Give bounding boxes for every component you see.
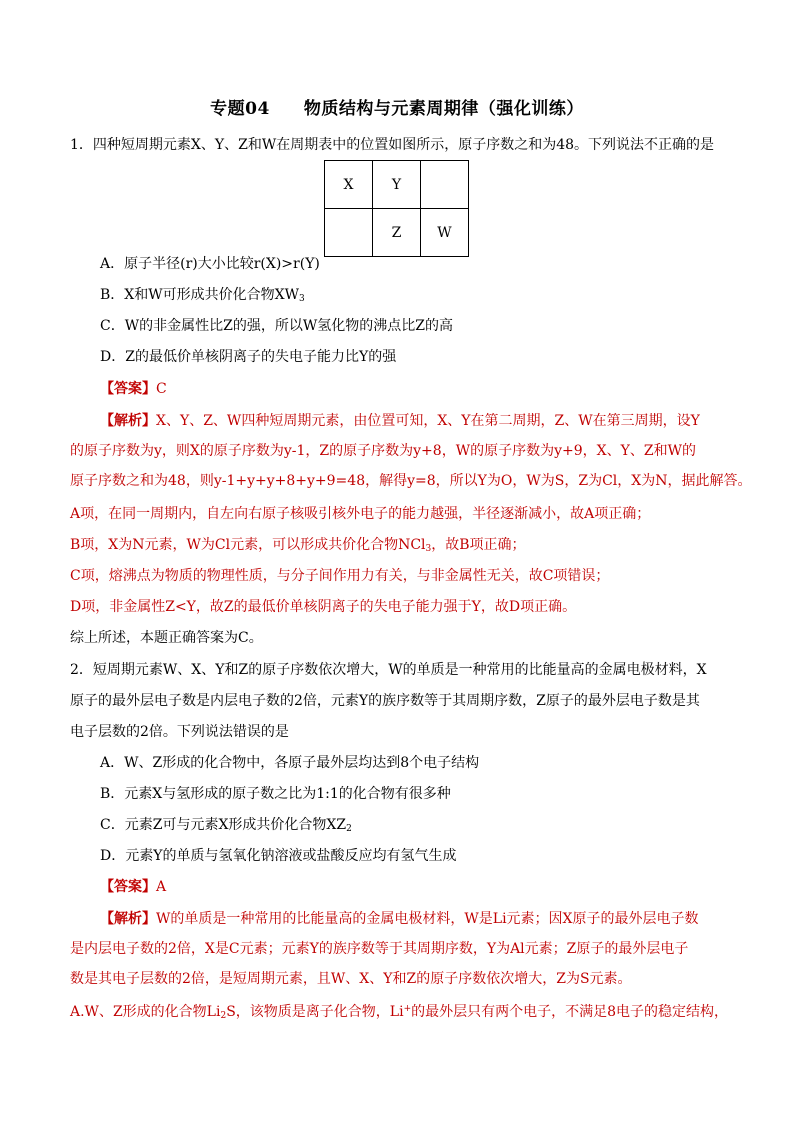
q2-item-a: A.W、Z形成的化合物$Li_2S$，该物质是离子化合物，Li+的最外层只有两个电子，不满足8电子的稳定结构，	[70, 1004, 729, 1021]
q2-analysis-line-3: 数是其电子层数的2倍，是短周期元素，且W、X、Y和Z的原子序数依次增大，Z为S元素。	[70, 971, 632, 987]
q1-analysis-line-3: 原子序数之和为48，则y-1+y+y+8+y+9=48，解得y=8，所以Y为O，W为S，Z为Cl，X为N，据此解答。	[70, 473, 752, 489]
table-row	[325, 161, 469, 209]
q1-option-d: D．Z的最低价单核阴离子的失电子能力比Y的强	[100, 349, 397, 365]
q2-option-d: D．元素Y的单质与氢氧化钠溶液或盐酸反应均有氢气生成	[100, 848, 457, 864]
table-row	[325, 209, 469, 257]
table-cell: Z	[373, 209, 421, 257]
q2-option-a: A．W、Z形成的化合物中，各原子最外层均达到8个电子结构	[100, 755, 480, 771]
title-topic-number: 专题04	[210, 99, 270, 119]
answer-tag: 【答案】	[100, 381, 156, 397]
q2-stem-line-3: 电子层数的2倍。下列说法错误的是	[70, 724, 289, 740]
page-title	[0, 94, 794, 119]
q1-option-b: B．X和W可形成共价化合物$XW_3$	[100, 287, 305, 304]
analysis-tag: 【解析】	[100, 413, 156, 429]
q1-summary: 综上所述，本题正确答案为C。	[70, 630, 263, 646]
q1-analysis-line-1: 【解析】X、Y、Z、W四种短周期元素，由位置可知，X、Y在第二周期，Z、W在第三周期，设Y	[100, 413, 700, 429]
answer-value: C	[156, 381, 167, 397]
q1-stem: 1．四种短周期元素X、Y、Z和W在周期表中的位置如图所示，原子序数之和为48。下列说法不正确的是	[70, 137, 715, 153]
q1-analysis-line-2: 的原子序数为y，则X的原子序数为y-1，Z的原子序数为y+8，W的原子序数为y+9，X、Y、Z和W的	[70, 443, 696, 459]
q1-option-a: A．原子半径(r)大小比较r(X)>r(Y)	[100, 256, 320, 272]
q1-item-d: D项，非金属性Z<Y，故Z的最低价单核阴离子的失电子能力强于Y，故D项正确。	[70, 599, 577, 615]
table-cell: Y	[373, 161, 421, 209]
q2-option-b: B．元素X与氢形成的原子数之比为1:1的化合物有很多种	[100, 786, 451, 802]
q1-item-c: C项，熔沸点为物质的物理性质，与分子间作用力有关，与非金属性无关，故C项错误；	[70, 568, 610, 584]
q2-answer	[100, 878, 166, 896]
table-cell	[421, 161, 469, 209]
table-cell: W	[421, 209, 469, 257]
q2-analysis-line-1: 【解析】W的单质是一种常用的比能量高的金属电极材料，W是Li元素；因X原子的最外层电子数	[100, 911, 699, 927]
q1-item-b: B项，X为N元素，W为Cl元素，可以形成共价化合物NCl$_3$，故B项正确；	[70, 537, 526, 554]
answer-value: A	[156, 879, 167, 895]
periodic-position-table	[324, 160, 469, 257]
analysis-tag: 【解析】	[100, 911, 156, 927]
q2-stem-line-2: 原子的最外层电子数是内层电子数的2倍，元素Y的族序数等于其周期序数，Z原子的最外层电子数是其	[70, 693, 700, 709]
title-topic-name: 物质结构与元素周期律（强化训练）	[303, 99, 584, 119]
q2-stem-line-1: 2．短周期元素W、X、Y和Z的原子序数依次增大，W的单质是一种常用的比能量高的金属电极材料，X	[70, 662, 707, 678]
q1-item-a: A项，在同一周期内，自左向右原子核吸引核外电子的能力越强，半径逐渐减小，故A项正确；	[70, 506, 651, 522]
table-cell	[325, 209, 373, 257]
q1-option-c: C．W的非金属性比Z的强，所以W氢化物的沸点比Z的高	[100, 318, 453, 334]
q2-analysis-line-2: 是内层电子数的2倍，X是C元素；元素Y的族序数等于其周期序数，Y为Al元素；Z原子的最外层电子	[70, 941, 689, 957]
q1-answer	[100, 380, 167, 398]
q2-option-c: C．元素Z可与元素X形成共价化合物$XZ_2$	[100, 817, 352, 834]
table-cell: X	[325, 161, 373, 209]
answer-tag: 【答案】	[100, 879, 156, 895]
